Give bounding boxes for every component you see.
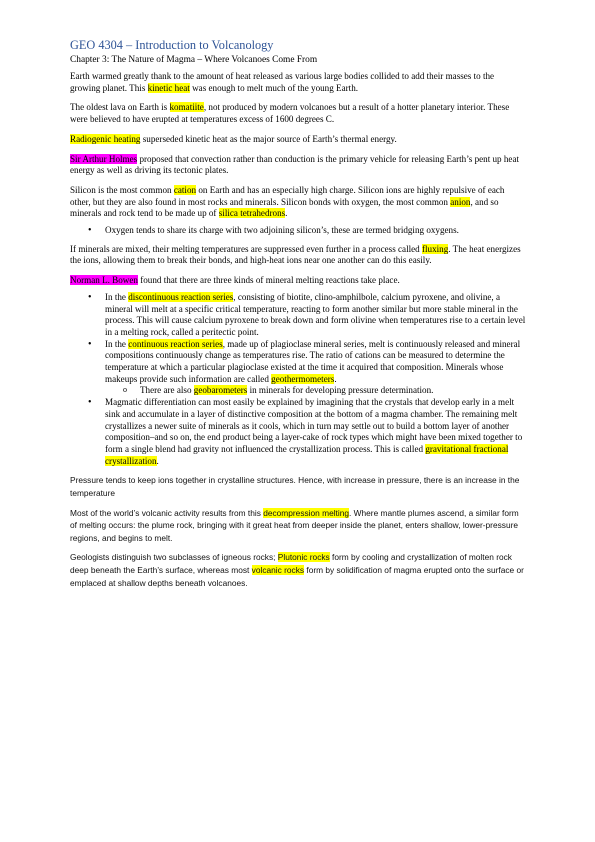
document-title: GEO 4304 – Introduction to Volcanology <box>70 38 274 52</box>
bullet-list-oxygen <box>70 225 526 237</box>
highlight-decompression-melting: decompression melting <box>263 507 350 518</box>
highlight-cation: cation <box>173 184 197 195</box>
highlight-arthur-holmes: Sir Arthur Holmes <box>70 153 138 164</box>
paragraph-pressure: Pressure tends to keep ions together in crystalline structures. Hence, with increase in pressure, there is an increase in the temperature <box>70 475 520 498</box>
text: . The heat energizes the ions, allowing them to break their bonds, and high-heat ions near one another can do this easily. <box>70 243 521 266</box>
text: Geologists distinguish two subclasses of igneous rocks; <box>70 552 278 563</box>
highlight-discontinuous-reaction-series: discontinuous reaction series <box>128 291 234 302</box>
text: Earth warmed greatly thank to the amount of heat released as various large bodies collided to add their masses to the growing planet. This <box>70 71 495 93</box>
highlight-silica-tetrahedrons: silica tetrahedrons <box>218 208 286 219</box>
paragraph-komatiite <box>70 102 526 125</box>
highlight-geothermometers: geothermometers <box>271 373 335 384</box>
text: . Where mantle plumes ascend, a similar form of melting occurs: the plume rock, bringing with it great heat from deeper inside the planet, enters shallow, lower-pressure regions, and begins to melt. <box>70 507 519 543</box>
highlight-geobarometers: geobarometers <box>193 385 248 396</box>
highlight-anion: anion <box>450 196 471 207</box>
text: on Earth and has an especially high charge. Silicon ions are highly repulsive of each other, but they are also found in most rocks and minerals. Silicon bonds with oxygen, the most common <box>70 184 505 207</box>
chapter-heading: Chapter 3: The Nature of Magma – Where Volcanoes Come From <box>70 55 318 65</box>
highlight-norman-bowen: Norman L. Bowen <box>70 275 138 286</box>
text: was enough to melt much of the young Earth. <box>189 82 359 93</box>
highlight-continuous-reaction-series: continuous reaction series <box>128 338 223 349</box>
highlight-gravitational-fractional-crystallization: gravitational fractional crystallization <box>105 443 509 466</box>
text: In the <box>105 291 129 302</box>
text: , and so minerals and rock tend to be made up of <box>70 196 499 219</box>
highlight-kinetic-heat: kinetic heat <box>147 82 190 93</box>
text: There are also <box>140 385 194 396</box>
text: , not produced by modern volcanoes but a result of a hotter planetary interior. These were believed to have erupted at temperatures excess of 1600 degrees C. <box>70 102 510 125</box>
list-item <box>70 339 526 386</box>
paragraph-holmes <box>70 154 526 177</box>
text: . <box>156 455 159 466</box>
highlight-fluxing: fluxing <box>422 243 449 254</box>
text: In the <box>105 338 129 349</box>
text: form by solidification of magma erupted onto the surface or emplaced at shallow depths beneath volcanoes. <box>70 564 524 588</box>
text: , consisting of biotite, clino-amphilbole, calcium pyroxene, and olivine, a mineral will melt at a specific critical temperature, reacting to form another similar but more stable mineral in the process. This will cause calcium pyroxene to break down and form olivine when temperatures rise to a certain level in a melting rock, called a peritectic point. <box>105 291 526 337</box>
text: Silicon is the most common <box>70 184 174 195</box>
text: form by cooling and crystallization of molten rock deep beneath the Earth’s surface, whereas most <box>70 552 512 575</box>
paragraph-radiogenic-heating <box>70 134 526 146</box>
paragraph-igneous-rocks <box>70 551 526 589</box>
paragraph-decompression-melting <box>70 507 526 545</box>
text: proposed that convection rather than conduction is the primary vehicle for releasing Earth’s pent up heat energy as well as driving its tectonic plates. <box>70 153 520 176</box>
list-item <box>70 397 526 467</box>
list-item: • Oxygen tends to share its charge with two adjoining silicon’s, these are termed bridging oxygens. <box>70 225 526 237</box>
text: The oldest lava on Earth is <box>70 102 170 113</box>
text: If minerals are mixed, their melting temperatures are suppressed even further in a process called <box>70 243 422 254</box>
text: found that there are three kinds of mineral melting reactions take place. <box>137 275 400 286</box>
text: . <box>285 208 288 219</box>
text: superseded kinetic heat as the major source of Earth’s thermal energy. <box>140 133 397 144</box>
text: Most of the world’s volcanic activity results from this <box>70 507 264 518</box>
text: . <box>334 373 337 384</box>
list-item <box>70 292 526 339</box>
text: Magmatic differentiation can most easily be explained by imagining that the crystals that develop early in a melt sink and accumulate in a layer of distinctive composition at the bottom of a magma chamber. The remaining melt crystallizes a newer suite of minerals as it cools, which in turn may settle out to build a bottom layer of another composition–and so on, the end product being a layer-cake of rock types which might have been mixed together to form a single blend had gravity not influenced the crystallization process. This is called <box>105 397 523 454</box>
paragraph-fluxing <box>70 244 526 267</box>
paragraph-bowen <box>70 275 526 287</box>
highlight-plutonic-rocks: Plutonic rocks <box>277 552 330 563</box>
text: , made up of plagioclase mineral series, melt is continuously released and mineral compositions continuously change as temperatures rise. The ratio of cations can be measured to determine the temperature at which a particular plagioclase existed at the time it acquired that composition. Minerals whose makeups provide such information are called <box>105 338 521 384</box>
paragraph-silicon <box>70 185 526 220</box>
sub-list-item <box>70 385 526 397</box>
paragraph-kinetic-heat <box>70 71 526 94</box>
highlight-volcanic-rocks: volcanic rocks <box>251 564 305 575</box>
document-page <box>70 38 526 596</box>
highlight-radiogenic-heating: Radiogenic heating <box>70 133 141 144</box>
highlight-komatiite: komatiite <box>169 102 204 113</box>
text: in minerals for developing pressure determination. <box>247 385 434 396</box>
bullet-list-reactions <box>70 292 526 468</box>
